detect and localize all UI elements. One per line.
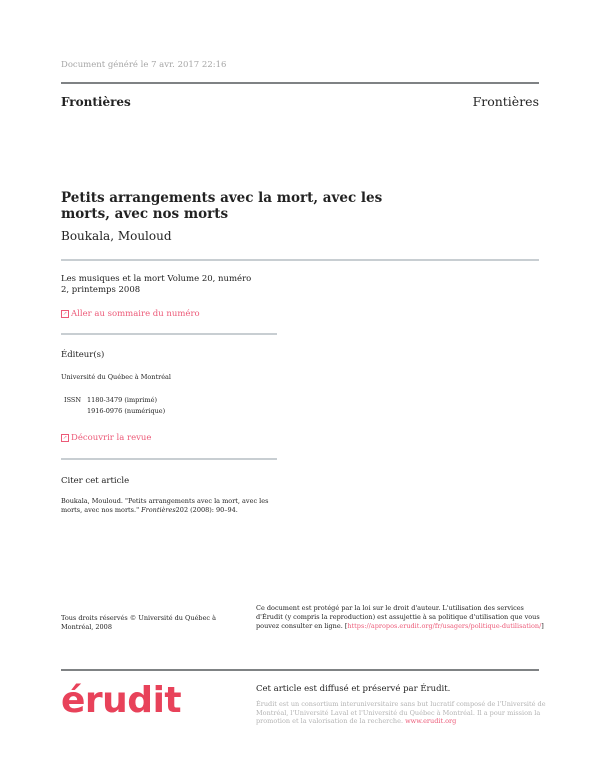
publisher-name: Université du Québec à Montréal — [61, 373, 172, 381]
usage-policy-link[interactable]: https://apropos.erudit.org/fr/usagers/politique-dutilisation/ — [347, 622, 542, 630]
issn-online: 1916-0976 (numérique) — [87, 407, 166, 415]
issue-contents-link-label: Aller au sommaire du numéro — [71, 309, 200, 319]
article-author: Boukala, Mouloud — [61, 229, 172, 243]
discover-journal-link-label: Découvrir la revue — [71, 433, 152, 443]
citation-journal: Frontières — [141, 506, 176, 514]
header-divider — [61, 82, 539, 84]
issue-info: Les musiques et la mort Volume 20, numéro 2, printemps 2008 — [61, 274, 252, 295]
journal-name-right: Frontières — [472, 94, 539, 109]
issue-contents-link[interactable] — [61, 309, 200, 319]
external-link-icon: ↗ — [62, 435, 68, 441]
title-divider — [61, 259, 539, 261]
discover-journal-link[interactable] — [61, 433, 151, 443]
external-link-icon: ↗ — [62, 311, 68, 317]
copyright-notice: Ce document est protégé par la loi sur le droit d'auteur. L'utilisation des services d'Érudit (y compris la reproduction) est assujettie à sa politique d'utilisation que vous pouvez consulter en ligne. [https://apropos.erudit.org/fr/usagers/politique-dutilisation/] — [256, 604, 544, 630]
section-divider — [61, 458, 277, 460]
rights-statement: Tous droits réservés © Université du Québec à Montréal, 2008 — [61, 614, 217, 631]
issn-print: 1180-3479 (imprimé) — [87, 396, 158, 404]
footer-divider — [61, 669, 539, 671]
journal-name-left: Frontières — [61, 95, 131, 109]
article-title: Petits arrangements avec la mort, avec les morts, avec nos morts — [61, 190, 383, 222]
erudit-website-link[interactable]: www.erudit.org — [405, 717, 457, 725]
erudit-about: Érudit est un consortium interuniversitaire sans but lucratif composé de l'Université de Montréal, l'Université Laval et l'Université du Québec à Montréal. Il a pour mission la promotion et la valorisation de la recherche. www.erudit.org — [256, 700, 546, 725]
cite-label: Citer cet article — [61, 476, 130, 486]
generated-date: Document généré le 7 avr. 2017 22:16 — [61, 60, 227, 70]
erudit-logo[interactable]: érudit — [61, 680, 182, 721]
citation-text: Boukala, Mouloud. "Petits arrangements avec la mort, avec les morts, avec nos morts." Frontières202 (2008): 90–94. — [61, 497, 269, 514]
diffusion-statement: Cet article est diffusé et préservé par Érudit. — [256, 684, 451, 694]
issn-label: ISSN — [64, 396, 82, 404]
section-divider — [61, 333, 277, 335]
publisher-label: Éditeur(s) — [61, 350, 105, 360]
